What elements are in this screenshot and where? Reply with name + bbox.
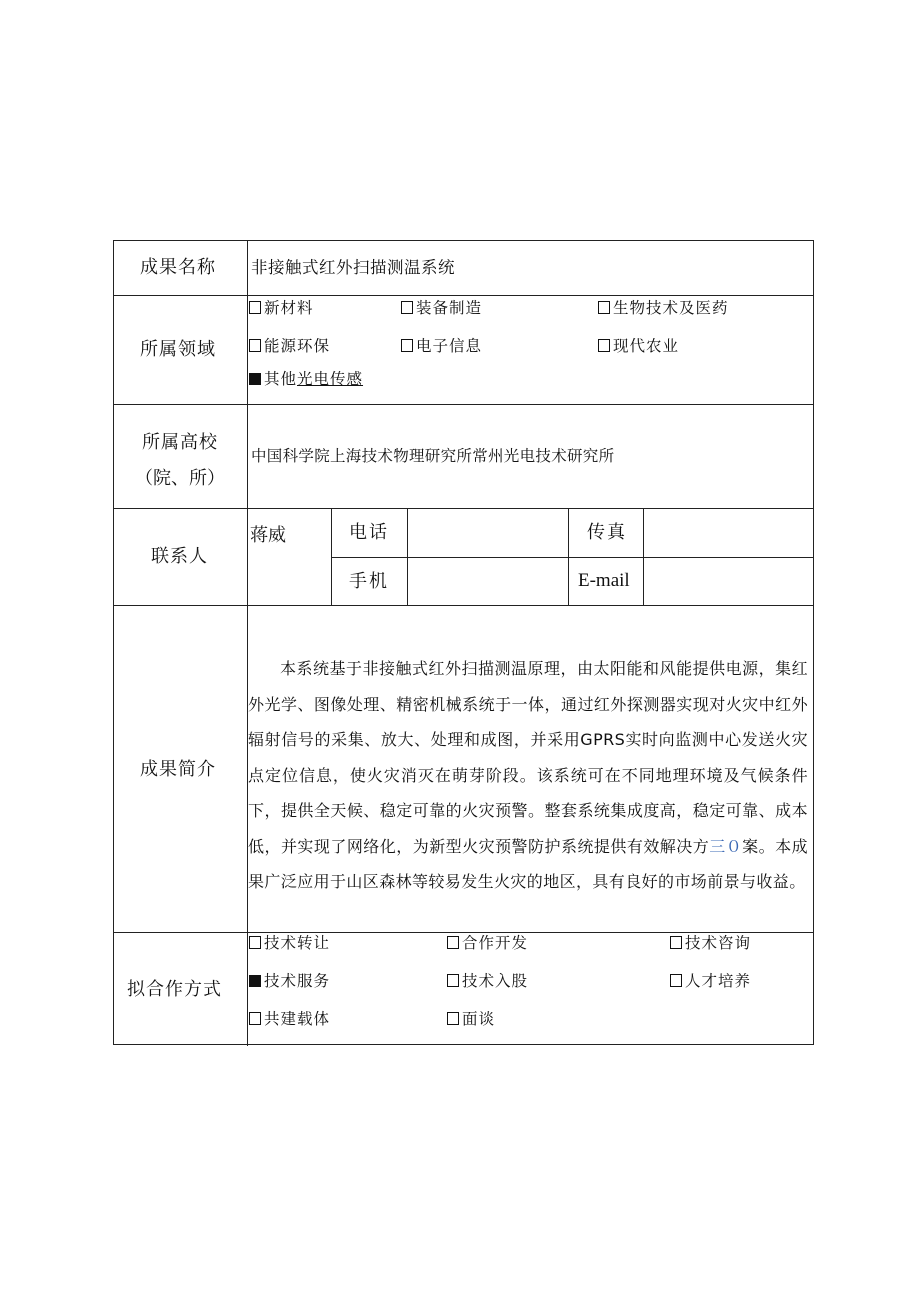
field-option-agriculture[interactable]: 现代农业 <box>598 336 679 356</box>
row-divider <box>114 404 813 405</box>
field-option-other[interactable]: 其他光电传感 <box>249 369 363 389</box>
checkbox-icon[interactable] <box>447 1012 459 1025</box>
checkbox-icon[interactable] <box>401 339 413 352</box>
coop-option-service[interactable]: 技术服务 <box>249 971 330 991</box>
fax-field[interactable] <box>650 523 808 547</box>
coop-option-co-development[interactable]: 合作开发 <box>447 933 528 953</box>
fax-label: 传真 <box>587 522 627 543</box>
contact-divider <box>407 508 408 605</box>
contact-name: 蒋威 <box>250 525 286 546</box>
checkbox-icon[interactable] <box>447 974 459 987</box>
achievement-name-value: 非接触式红外扫描测温系统 <box>251 258 455 277</box>
label-university-sub: （院、所） <box>135 468 225 489</box>
field-option-equipment[interactable]: 装备制造 <box>401 298 482 318</box>
achievement-form <box>113 240 814 1045</box>
intro-text: 本系统基于非接触式红外扫描测温原理，由太阳能和风能提供电源，集红外光学、图像处理、精密机械系统于一体，通过红外探测器实现对火灾中红外辐射信号的采集、放大、处理和成图，并采用GPRS实时向监测中心发送火灾点定位信息，使火灾消灭在萌芽阶段。该系统可在不同地理环境及气候条件下，提供全天候、稳定可靠的火灾预警。整套系统集成度高，稳定可靠、成本低，并实现了网络化，为新型火灾预警防护系统提供有效解决方三０案。本成果广泛应用于山区森林等较易发生火灾的地区，具有良好的市场前景与收益。 <box>248 659 808 891</box>
checkbox-icon[interactable] <box>249 339 261 352</box>
checked-box-icon[interactable] <box>249 975 261 987</box>
row-divider <box>114 295 813 296</box>
coop-option-consulting[interactable]: 技术咨询 <box>670 933 751 953</box>
university-value: 中国科学院上海技术物理研究所常州光电技术研究所 <box>251 447 615 465</box>
label-contact: 联系人 <box>151 546 208 567</box>
checkbox-icon[interactable] <box>670 974 682 987</box>
checkbox-icon[interactable] <box>598 301 610 314</box>
row-divider <box>114 605 813 606</box>
row-divider <box>114 508 813 509</box>
contact-divider <box>643 508 644 605</box>
coop-option-talent[interactable]: 人才培养 <box>670 971 751 991</box>
phone-label: 电话 <box>349 522 389 543</box>
email-label: E-mail <box>578 570 630 591</box>
field-option-electronics[interactable]: 电子信息 <box>401 336 482 356</box>
field-option-biotech[interactable]: 生物技术及医药 <box>598 298 729 318</box>
coop-option-carrier[interactable]: 共建载体 <box>249 1009 330 1029</box>
checkbox-icon[interactable] <box>598 339 610 352</box>
contact-divider <box>331 508 332 605</box>
checkbox-icon[interactable] <box>249 936 261 949</box>
coop-option-equity[interactable]: 技术入股 <box>447 971 528 991</box>
field-other-value: 光电传感 <box>297 370 364 388</box>
phone-field[interactable] <box>414 523 562 547</box>
label-column-divider <box>247 241 248 1046</box>
checkbox-icon[interactable] <box>401 301 413 314</box>
contact-divider <box>568 508 569 605</box>
label-intro: 成果简介 <box>140 759 216 780</box>
coop-option-transfer[interactable]: 技术转让 <box>249 933 330 953</box>
label-achievement-name: 成果名称 <box>140 257 216 278</box>
label-cooperation: 拟合作方式 <box>127 979 222 1000</box>
mobile-field[interactable] <box>414 572 562 596</box>
label-field: 所属领域 <box>140 339 216 360</box>
checkbox-icon[interactable] <box>249 1012 261 1025</box>
email-field[interactable] <box>650 572 808 596</box>
checked-box-icon[interactable] <box>249 373 261 385</box>
field-option-energy[interactable]: 能源环保 <box>249 336 330 356</box>
field-option-new-materials[interactable]: 新材料 <box>249 298 314 318</box>
intro-artifact: 三０ <box>709 836 743 856</box>
checkbox-icon[interactable] <box>447 936 459 949</box>
label-university: 所属高校 <box>142 432 218 453</box>
checkbox-icon[interactable] <box>249 301 261 314</box>
checkbox-icon[interactable] <box>670 936 682 949</box>
contact-inner-divider <box>331 557 813 558</box>
mobile-label: 手机 <box>349 571 389 592</box>
coop-option-interview[interactable]: 面谈 <box>447 1009 495 1029</box>
